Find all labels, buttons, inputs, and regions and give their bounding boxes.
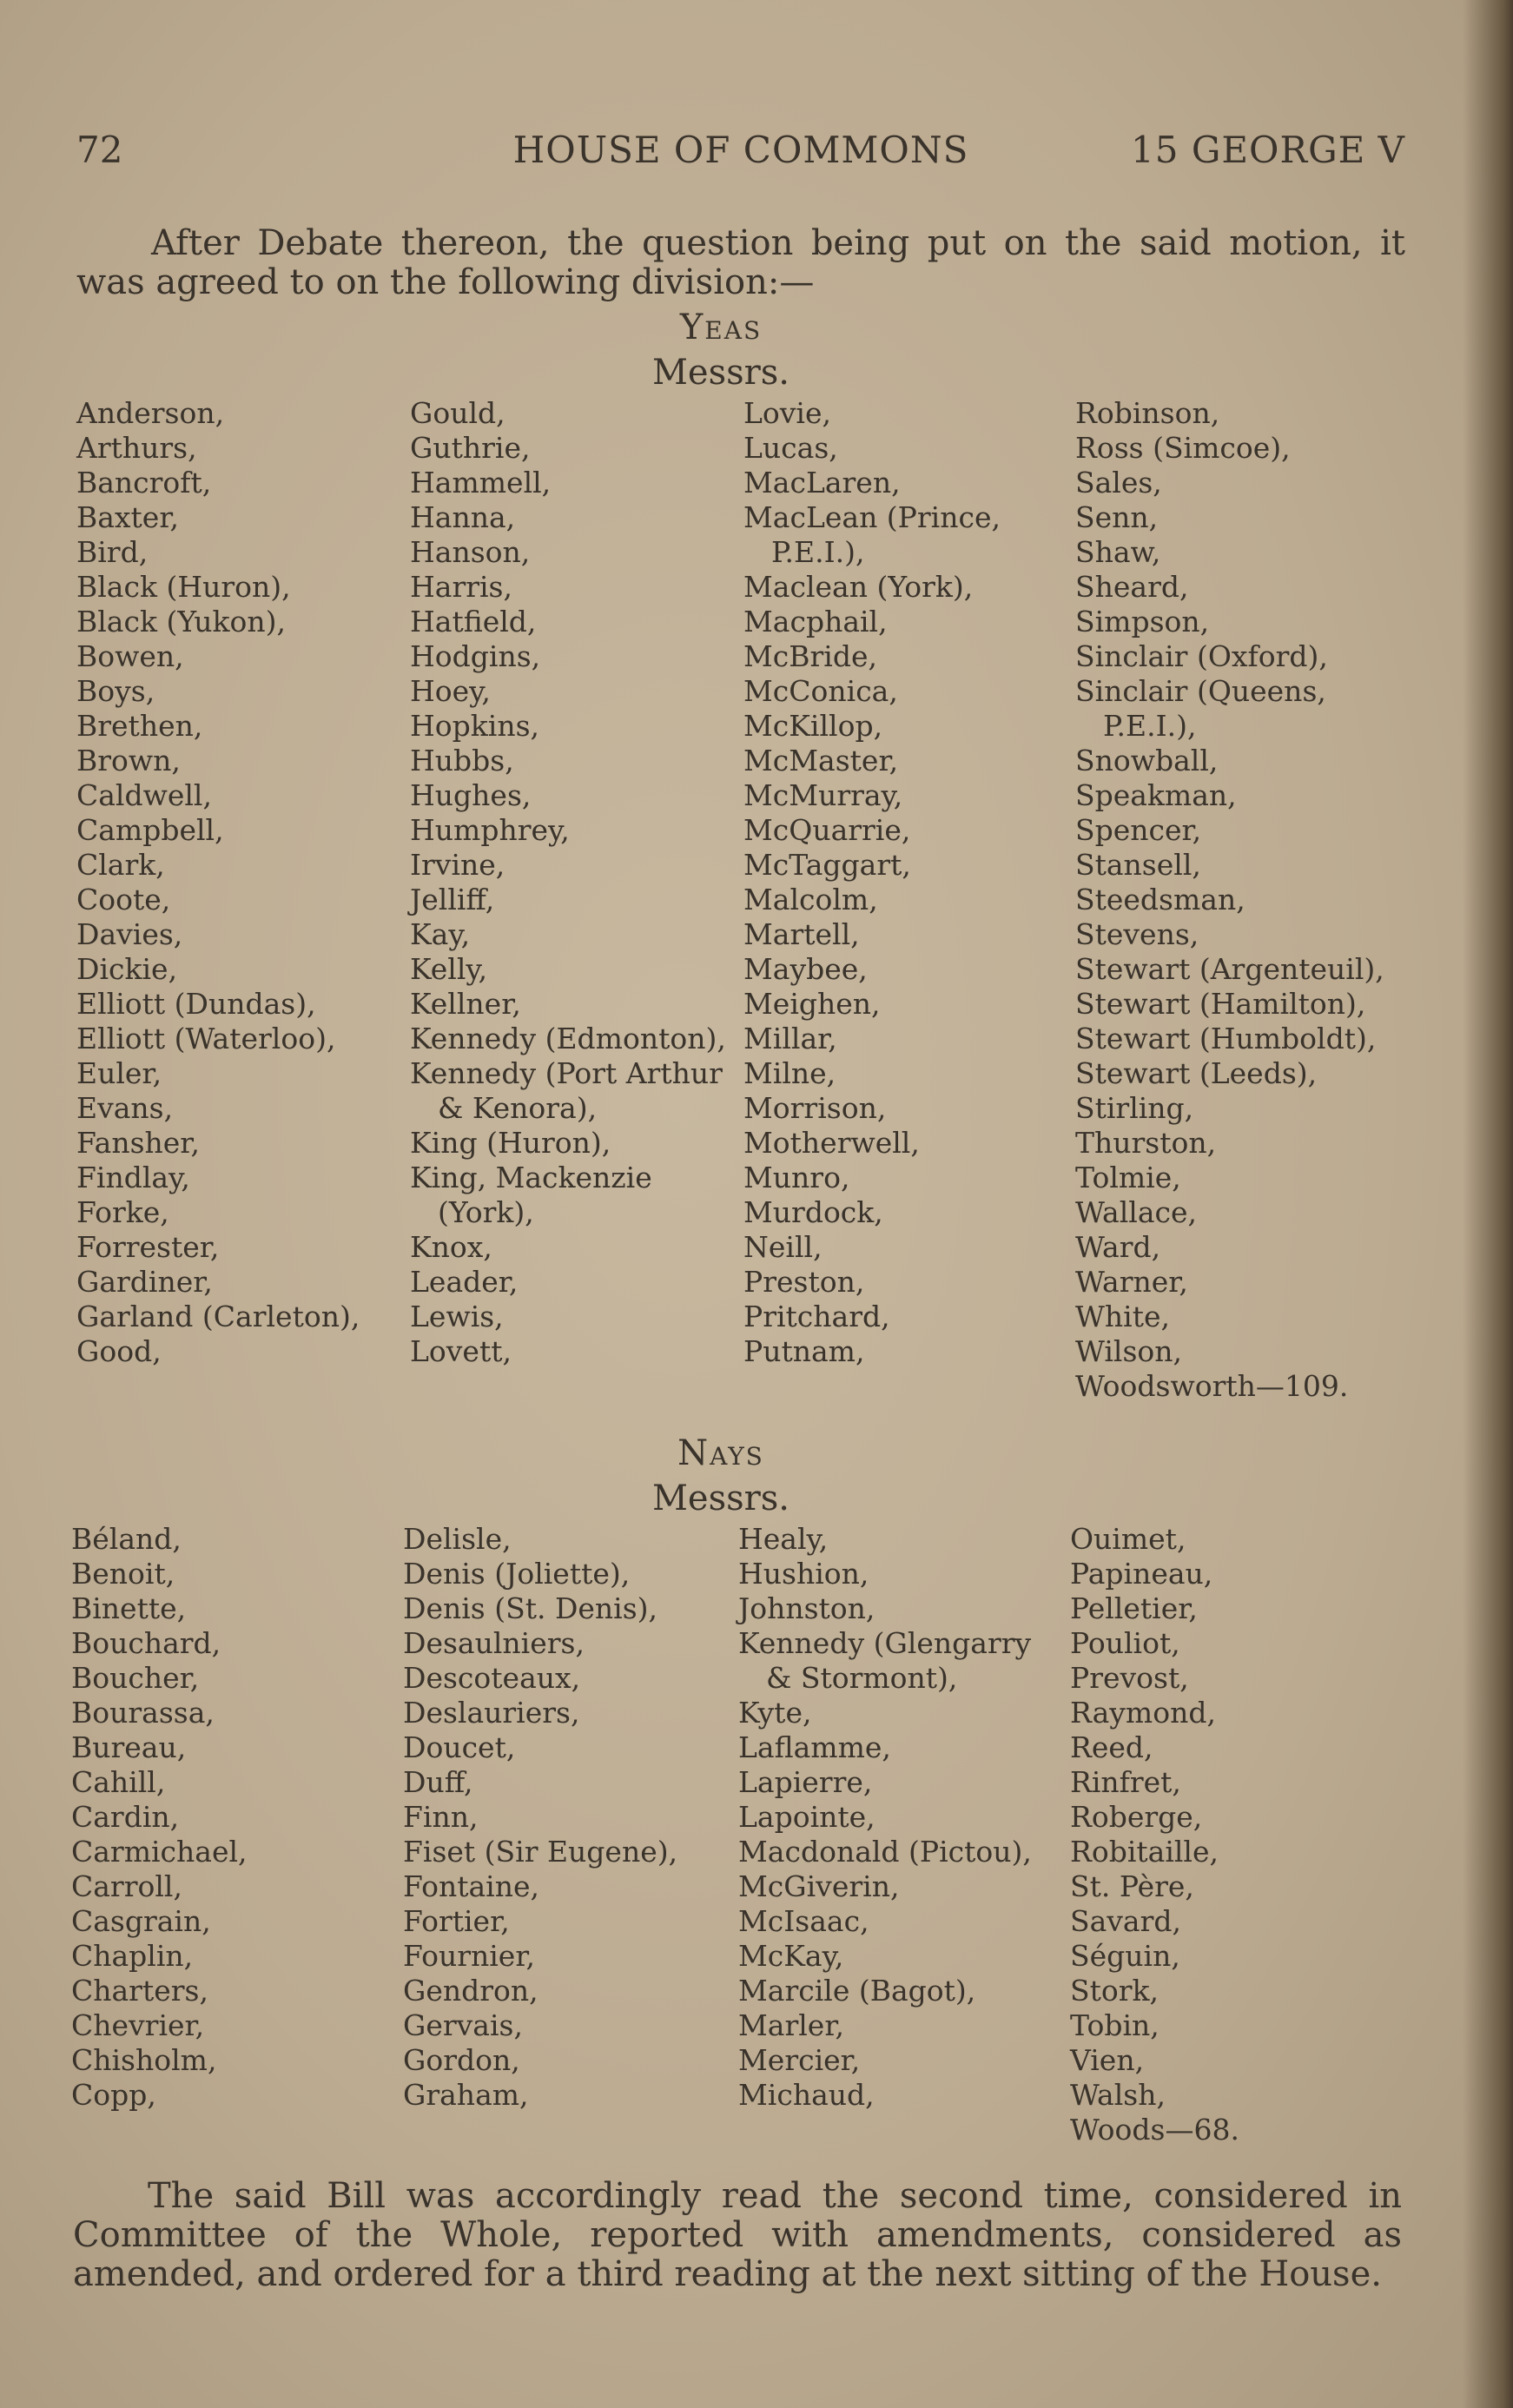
member-name: Malcolm, bbox=[743, 883, 878, 916]
member-name: Anderson, bbox=[76, 396, 225, 430]
member-name: Prevost, bbox=[1070, 1661, 1189, 1695]
member-name: Neill, bbox=[743, 1230, 823, 1264]
member-name: Stansell, bbox=[1075, 848, 1201, 882]
member-name: Lovie, bbox=[743, 396, 831, 430]
member-name: Tobin, bbox=[1070, 2008, 1160, 2042]
member-name: Cardin, bbox=[71, 1800, 180, 1834]
member-name: Hopkins, bbox=[410, 709, 539, 743]
member-name: Dickie, bbox=[76, 952, 178, 986]
member-name: MacLaren, bbox=[743, 466, 901, 499]
member-name: King, Mackenzie bbox=[410, 1161, 652, 1194]
member-name: Copp, bbox=[71, 2078, 156, 2112]
member-name: Stewart (Hamilton), bbox=[1075, 987, 1366, 1021]
member-name: Harris, bbox=[410, 570, 512, 604]
member-name: Hanson, bbox=[410, 535, 531, 569]
member-name: Hammell, bbox=[410, 466, 552, 499]
member-name: Denis (St. Denis), bbox=[403, 1591, 658, 1625]
header-session: 15 GEORGE V bbox=[1131, 129, 1405, 171]
member-name: Sinclair (Queens, bbox=[1075, 674, 1326, 708]
member-name: Desaulniers, bbox=[403, 1626, 585, 1660]
member-name: Senn, bbox=[1075, 500, 1159, 534]
member-name: Fiset (Sir Eugene), bbox=[403, 1835, 678, 1869]
member-name: Arthurs, bbox=[76, 431, 197, 465]
member-name: Hushion, bbox=[738, 1557, 869, 1591]
member-name: Munro, bbox=[743, 1161, 850, 1194]
member-name: Forke, bbox=[76, 1195, 169, 1229]
member-name: Gendron, bbox=[403, 1974, 538, 2008]
member-name: Denis (Joliette), bbox=[403, 1557, 631, 1591]
nays-subheading: Messrs. bbox=[651, 1479, 790, 1518]
member-name: Pritchard, bbox=[743, 1300, 890, 1333]
member-name: Fansher, bbox=[76, 1126, 200, 1160]
member-name: Euler, bbox=[76, 1056, 162, 1090]
member-name: Irvine, bbox=[410, 848, 505, 882]
member-name: Fortier, bbox=[403, 1904, 510, 1938]
member-name: Fontaine, bbox=[403, 1869, 539, 1903]
member-name: Séguin, bbox=[1070, 1939, 1180, 1973]
member-name: Benoit, bbox=[71, 1557, 175, 1591]
member-name: Simpson, bbox=[1075, 605, 1210, 638]
member-name: Millar, bbox=[743, 1022, 837, 1055]
member-name: McTaggart, bbox=[743, 848, 911, 882]
member-name: Johnston, bbox=[738, 1591, 875, 1625]
member-name: Laflamme, bbox=[738, 1730, 891, 1764]
member-name: Putnam, bbox=[743, 1334, 865, 1368]
member-name: Casgrain, bbox=[71, 1904, 211, 1938]
member-name: Maclean (York), bbox=[743, 570, 974, 604]
member-name: Binette, bbox=[71, 1591, 187, 1625]
member-name: Jelliff, bbox=[410, 883, 495, 916]
page-number: 72 bbox=[76, 129, 123, 171]
member-name: P.E.I.), bbox=[771, 535, 865, 569]
member-name: Woodsworth—109. bbox=[1075, 1369, 1349, 1403]
member-name: McConica, bbox=[743, 674, 898, 708]
running-header bbox=[76, 129, 1405, 172]
member-name: Lucas, bbox=[743, 431, 838, 465]
member-name: Hanna, bbox=[410, 500, 516, 534]
member-name: Steedsman, bbox=[1075, 883, 1245, 916]
member-name: Vien, bbox=[1070, 2043, 1145, 2077]
member-name: Davies, bbox=[76, 917, 183, 951]
member-name: McKillop, bbox=[743, 709, 883, 743]
header-title: HOUSE OF COMMONS bbox=[512, 129, 969, 171]
member-name: Lapierre, bbox=[738, 1765, 873, 1799]
member-name: Chevrier, bbox=[71, 2008, 205, 2042]
member-name: Hubbs, bbox=[410, 744, 514, 777]
member-name: Kennedy (Edmonton), bbox=[410, 1022, 726, 1055]
member-name: Raymond, bbox=[1070, 1696, 1216, 1730]
member-name: Robitaille, bbox=[1070, 1835, 1219, 1869]
member-name: Chaplin, bbox=[71, 1939, 194, 1973]
member-name: Murdock, bbox=[743, 1195, 883, 1229]
member-name: Michaud, bbox=[738, 2078, 875, 2112]
member-name: Ouimet, bbox=[1070, 1522, 1186, 1556]
member-name: Pouliot, bbox=[1070, 1626, 1180, 1660]
member-name: Gordon, bbox=[403, 2043, 520, 2077]
intro-paragraph: After Debate thereon, the question being put on the said motion, it was agreed to on the following division:— bbox=[76, 223, 1405, 302]
member-name: McBride, bbox=[743, 639, 877, 673]
member-name: Papineau, bbox=[1070, 1557, 1213, 1591]
member-name: Deslauriers, bbox=[403, 1696, 580, 1730]
member-name: Roberge, bbox=[1070, 1800, 1203, 1834]
member-name: Robinson, bbox=[1075, 396, 1220, 430]
member-name: & Stormont), bbox=[766, 1661, 958, 1695]
member-name: Snowball, bbox=[1075, 744, 1219, 777]
member-name: Preston, bbox=[743, 1265, 865, 1299]
member-name: Lapointe, bbox=[738, 1800, 875, 1834]
member-name: Black (Huron), bbox=[76, 570, 291, 604]
member-name: King (Huron), bbox=[410, 1126, 611, 1160]
member-name: Kennedy (Port Arthur bbox=[410, 1056, 723, 1090]
member-name: Savard, bbox=[1070, 1904, 1181, 1938]
member-name: Martell, bbox=[743, 917, 860, 951]
member-name: White, bbox=[1075, 1300, 1171, 1333]
member-name: Coote, bbox=[76, 883, 171, 916]
member-name: McMaster, bbox=[743, 744, 899, 777]
member-name: Forrester, bbox=[76, 1230, 220, 1264]
member-name: Bowen, bbox=[76, 639, 184, 673]
nays-column-1 bbox=[71, 1522, 419, 2113]
member-name: Rinfret, bbox=[1070, 1765, 1181, 1799]
member-name: Bird, bbox=[76, 535, 149, 569]
member-name: McGiverin, bbox=[738, 1869, 900, 1903]
member-name: Marcile (Bagot), bbox=[738, 1974, 976, 2008]
member-name: Hoey, bbox=[410, 674, 491, 708]
member-name: Bancroft, bbox=[76, 466, 212, 499]
closing-paragraph: The said Bill was accordingly read the second time, considered in Committee of the Whole, reported with amendments, considered as amended, and ordered for a third reading at the next sitting of the House. bbox=[73, 2176, 1402, 2294]
member-name: Charters, bbox=[71, 1974, 208, 2008]
member-name: Lewis, bbox=[410, 1300, 504, 1333]
member-name: Kelly, bbox=[410, 952, 488, 986]
member-name: Elliott (Waterloo), bbox=[76, 1022, 336, 1055]
member-name: McKay, bbox=[738, 1939, 844, 1973]
member-name: Sinclair (Oxford), bbox=[1075, 639, 1328, 673]
member-name: St. Père, bbox=[1070, 1869, 1194, 1903]
member-name: Duff, bbox=[403, 1765, 473, 1799]
member-name: Wallace, bbox=[1075, 1195, 1198, 1229]
member-name: Finn, bbox=[403, 1800, 479, 1834]
member-name: Macphail, bbox=[743, 605, 888, 638]
member-name: Descoteaux, bbox=[403, 1661, 581, 1695]
member-name: Chisholm, bbox=[71, 2043, 217, 2077]
member-name: Gould, bbox=[410, 396, 505, 430]
member-name: Gardiner, bbox=[76, 1265, 213, 1299]
member-name: Sales, bbox=[1075, 466, 1162, 499]
member-name: McIsaac, bbox=[738, 1904, 869, 1938]
member-name: Leader, bbox=[410, 1265, 519, 1299]
member-name: Stork, bbox=[1070, 1974, 1159, 2008]
member-name: Black (Yukon), bbox=[76, 605, 286, 638]
member-name: Stewart (Argenteuil), bbox=[1075, 952, 1384, 986]
member-name: Béland, bbox=[71, 1522, 182, 1556]
yeas-column-2 bbox=[410, 396, 757, 1369]
member-name: Lovett, bbox=[410, 1334, 512, 1368]
member-name: Kennedy (Glengarry bbox=[738, 1626, 1032, 1660]
member-name: Woods—68. bbox=[1070, 2113, 1239, 2147]
book-binding-shadow bbox=[1463, 0, 1513, 2408]
member-name: Boys, bbox=[76, 674, 155, 708]
member-name: Macdonald (Pictou), bbox=[738, 1835, 1032, 1869]
member-name: Findlay, bbox=[76, 1161, 190, 1194]
member-name: Hodgins, bbox=[410, 639, 541, 673]
member-name: Spencer, bbox=[1075, 813, 1202, 847]
member-name: Morrison, bbox=[743, 1091, 887, 1125]
member-name: Stevens, bbox=[1075, 917, 1199, 951]
member-name: Reed, bbox=[1070, 1730, 1153, 1764]
member-name: McQuarrie, bbox=[743, 813, 911, 847]
member-name: Stewart (Humboldt), bbox=[1075, 1022, 1377, 1055]
member-name: Ward, bbox=[1075, 1230, 1161, 1264]
member-name: Baxter, bbox=[76, 500, 179, 534]
member-name: Guthrie, bbox=[410, 431, 531, 465]
member-name: Boucher, bbox=[71, 1661, 200, 1695]
member-name: McMurray, bbox=[743, 778, 903, 812]
member-name: Doucet, bbox=[403, 1730, 516, 1764]
yeas-column-3 bbox=[743, 396, 1091, 1369]
member-name: Garland (Carleton), bbox=[76, 1300, 360, 1333]
member-name: Delisle, bbox=[403, 1522, 512, 1556]
member-name: Bureau, bbox=[71, 1730, 187, 1764]
member-name: Hughes, bbox=[410, 778, 532, 812]
member-name: Meighen, bbox=[743, 987, 881, 1021]
member-name: Clark, bbox=[76, 848, 165, 882]
yeas-heading: Yeas bbox=[679, 308, 763, 347]
member-name: Carroll, bbox=[71, 1869, 182, 1903]
member-name: P.E.I.), bbox=[1103, 709, 1197, 743]
member-name: Warner, bbox=[1075, 1265, 1188, 1299]
member-name: Walsh, bbox=[1070, 2078, 1166, 2112]
member-name: Motherwell, bbox=[743, 1126, 920, 1160]
member-name: Brown, bbox=[76, 744, 181, 777]
member-name: Stirling, bbox=[1075, 1091, 1194, 1125]
member-name: Stewart (Leeds), bbox=[1075, 1056, 1318, 1090]
member-name: Knox, bbox=[410, 1230, 492, 1264]
member-name: Kellner, bbox=[410, 987, 521, 1021]
member-name: Maybee, bbox=[743, 952, 868, 986]
member-name: Shaw, bbox=[1075, 535, 1161, 569]
member-name: Wilson, bbox=[1075, 1334, 1182, 1368]
member-name: Thurston, bbox=[1075, 1126, 1217, 1160]
member-name: Graham, bbox=[403, 2078, 529, 2112]
member-name: Cahill, bbox=[71, 1765, 166, 1799]
member-name: Kyte, bbox=[738, 1696, 812, 1730]
member-name: Pelletier, bbox=[1070, 1591, 1198, 1625]
member-name: Caldwell, bbox=[76, 778, 212, 812]
member-name: Tolmie, bbox=[1075, 1161, 1181, 1194]
yeas-subheading: Messrs. bbox=[651, 353, 790, 393]
member-name: Marler, bbox=[738, 2008, 844, 2042]
member-name: Carmichael, bbox=[71, 1835, 248, 1869]
member-name: Fournier, bbox=[403, 1939, 535, 1973]
member-name: Humphrey, bbox=[410, 813, 570, 847]
member-name: (York), bbox=[438, 1195, 534, 1229]
nays-column-2 bbox=[403, 1522, 750, 2113]
member-name: Milne, bbox=[743, 1056, 836, 1090]
member-name: MacLean (Prince, bbox=[743, 500, 1001, 534]
member-name: Kay, bbox=[410, 917, 471, 951]
member-name: Hatfield, bbox=[410, 605, 537, 638]
yeas-column-1 bbox=[76, 396, 424, 1369]
nays-column-3 bbox=[738, 1522, 1086, 2113]
yeas-column-4 bbox=[1075, 396, 1423, 1404]
nays-heading: Nays bbox=[677, 1433, 764, 1473]
member-name: Bourassa, bbox=[71, 1696, 215, 1730]
member-name: Speakman, bbox=[1075, 778, 1237, 812]
member-name: Healy, bbox=[738, 1522, 829, 1556]
member-name: Bouchard, bbox=[71, 1626, 221, 1660]
member-name: Mercier, bbox=[738, 2043, 861, 2077]
member-name: Brethen, bbox=[76, 709, 203, 743]
nays-column-4 bbox=[1070, 1522, 1417, 2147]
member-name: Elliott (Dundas), bbox=[76, 987, 316, 1021]
member-name: Gervais, bbox=[403, 2008, 523, 2042]
member-name: Ross (Simcoe), bbox=[1075, 431, 1291, 465]
member-name: Evans, bbox=[76, 1091, 174, 1125]
member-name: Campbell, bbox=[76, 813, 224, 847]
member-name: & Kenora), bbox=[438, 1091, 598, 1125]
member-name: Sheard, bbox=[1075, 570, 1189, 604]
member-name: Good, bbox=[76, 1334, 162, 1368]
